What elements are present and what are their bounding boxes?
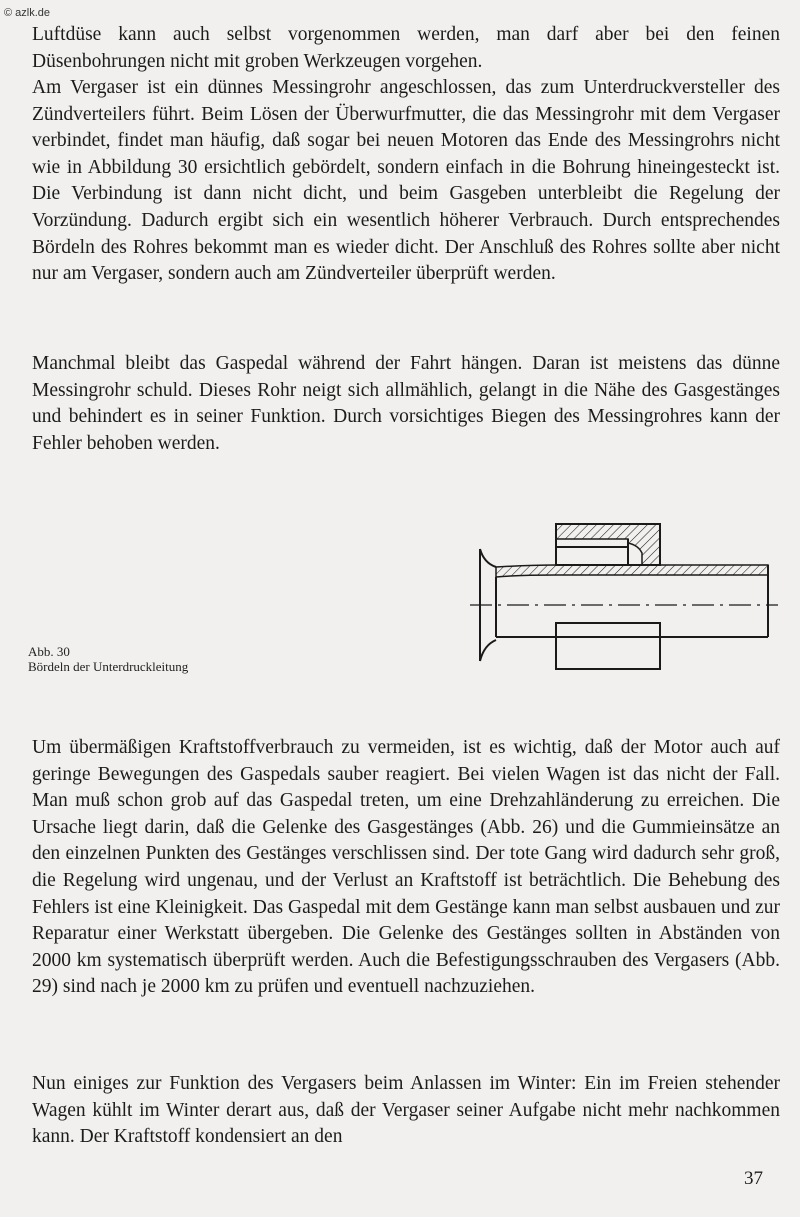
figure-label: Abb. 30 (28, 644, 70, 659)
figure-caption-text: Bördeln der Unterdruckleitung (28, 659, 189, 674)
watermark: © azlk.de (4, 7, 51, 19)
figure-caption (28, 644, 188, 674)
paragraph-4: Um übermäßigen Kraftstoffverbrauch zu vermeiden, ist es wichtig, daß der Motor auch auf geringe Bewegungen des Gaspedals sauber reagiert. Bei vielen Wagen ist das nicht der Fall. Man muß schon grob auf das Gaspedal treten, um eine Drehzahländerung zu erreichen. Die Ursache liegt darin, daß die Gelenke des Gasgestänges (Abb. 26) und die Gummieinsätze an den einzelnen Punkten des Gestänges verschlissen sind. Der tote Gang wird dadurch sehr groß, die Regelung wird ungenau, und der Verlust an Kraftstoff ist beträchtlich. Die Behebung des Fehlers ist eine Kleinigkeit. Das Gaspedal mit dem Gestänge kann man selbst ausbauen und zur Reparatur einer Werkstatt übergeben. Die Gelenke des Gestänges sollten in Abständen von 2000 km systematisch überprüft werden. Auch die Befestigungsschrauben des Vergasers (Abb. 29) sind nach je 2000 km zu prüfen und eventuell nachzuziehen. (32, 737, 780, 998)
page-number: 37 (744, 1168, 763, 1189)
paragraph-3: Manchmal bleibt das Gaspedal während der Fahrt hängen. Daran ist meistens das dünne Messingrohr schuld. Dieses Rohr neigt sich allmählich, gelangt in die Nähe des Gasgestänges und behindert es in seiner Funktion. Durch vorsichtiges Biegen des Messingrohres kann der Fehler behoben werden. (32, 353, 780, 454)
flared-tube-fitting-drawing-icon (470, 515, 780, 679)
paragraph-1: Luftdüse kann auch selbst vorgenommen werden, man darf aber bei den feinen Düsenbohrungen nicht mit groben Werkzeugen vorgehen. (32, 24, 780, 72)
paragraph-2: Am Vergaser ist ein dünnes Messingrohr angeschlossen, das zum Unterdruckversteller des Zündverteilers führt. Beim Lösen der Überwurfmutter, die das Messingrohr mit dem Vergaser verbindet, findet man häufig, daß sogar bei neuen Motoren das Ende des Messingrohrs nicht wie in Abbildung 30 ersichtlich gebördelt, sondern einfach in die Bohrung hineingesteckt ist. Die Verbindung ist dann nicht dicht, und beim Gasgeben unterbleibt die Regelung der Vorzündung. Dadurch ergibt sich ein wesentlich höherer Verbrauch. Durch entsprechendes Bördeln des Rohres bekommt man es wieder dicht. Der Anschluß des Rohres sollte aber nicht nur am Vergaser, sondern auch am Zündverteiler überprüft werden. (32, 77, 780, 285)
paragraph-5: Nun einiges zur Funktion des Vergasers beim Anlassen im Winter: Ein im Freien stehender Wagen kühlt im Winter derart aus, daß der Vergaser seiner Aufgabe nicht mehr nachkommen kann. Der Kraftstoff kondensiert an den (32, 1073, 780, 1148)
